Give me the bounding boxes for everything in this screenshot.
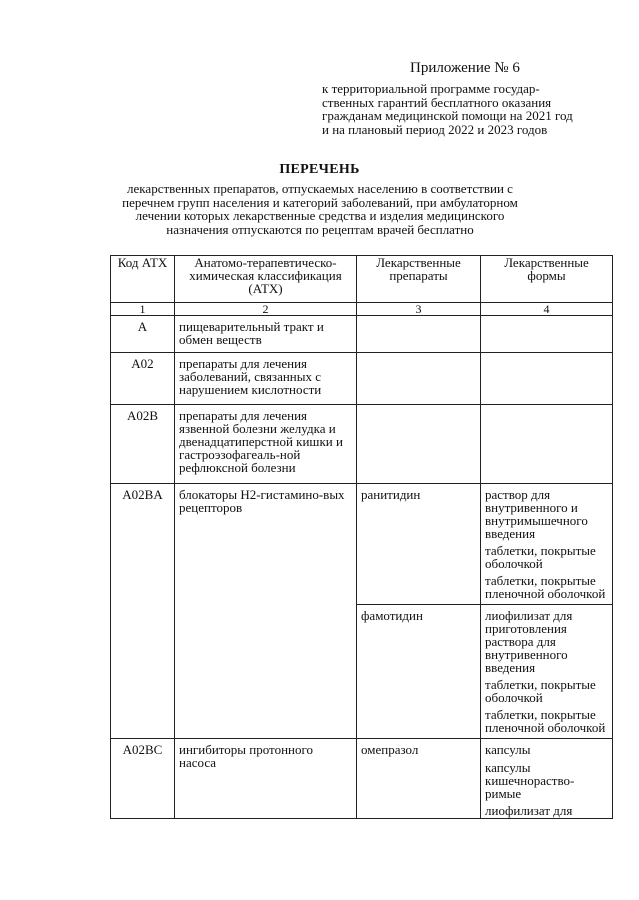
dosage-form: лиофилизат для приготовления раствора для внутривенного введения: [485, 608, 573, 675]
column-number: 3: [357, 303, 481, 316]
document-subtitle-line: лечении которых лекарственные средства и изделия медицинского: [135, 208, 505, 223]
drug-list-table: [110, 255, 613, 819]
dosage-form: капсулы кишечнораство-римые: [485, 760, 575, 801]
dosage-form: таблетки, покрытые оболочкой: [485, 677, 596, 705]
atc-code: A: [111, 316, 175, 353]
document-subtitle-line: перечнем групп населения и категорий заболеваний, при амбулаторном: [122, 194, 518, 210]
column-number: 1: [111, 303, 175, 316]
appendix-subtitle-line: и на плановый период 2022 и 2023 годов: [322, 121, 548, 137]
document-subtitle-line: назначения отпускаются по рецептам врачей бесплатно: [166, 221, 474, 237]
atc-classification: ингибиторы протонного насоса: [175, 739, 357, 819]
atc-classification: пищеварительный тракт и обмен веществ: [175, 316, 357, 353]
drug-name: фамотидин: [357, 605, 481, 739]
header-cell-classification: Анатомо-терапевтическо-химическая классификация (АТХ): [175, 256, 357, 303]
atc-classification: блокаторы Н2-гистамино-вых рецепторов: [175, 484, 357, 739]
dosage-form: таблетки, покрытые оболочкой: [485, 543, 596, 571]
atc-classification: препараты для лечения язвенной болезни желудка и двенадцатиперстной кишки и гастроэзофагеаль-ной рефлюксной болезни: [175, 405, 357, 484]
form-cell: [481, 605, 613, 739]
drug-cell: [357, 316, 481, 353]
column-number: 2: [175, 303, 357, 316]
form-cell: [481, 739, 613, 819]
form-cell: [481, 353, 613, 405]
atc-classification: препараты для лечения заболеваний, связанных с нарушением кислотности: [175, 353, 357, 405]
dosage-form: таблетки, покрытые пленочной оболочкой: [485, 707, 606, 735]
drug-name: ранитидин: [357, 484, 481, 605]
column-number: 4: [481, 303, 613, 316]
dosage-form: лиофилизат для: [485, 803, 573, 818]
atc-code: A02B: [111, 405, 175, 484]
form-cell: [481, 405, 613, 484]
atc-code: A02BA: [111, 484, 175, 739]
table-row: [111, 405, 613, 484]
column-number-row: [111, 303, 613, 316]
appendix-subtitle-line: к территориальной программе государ-: [322, 81, 540, 96]
header-cell-forms: Лекарственные формы: [481, 256, 613, 303]
table-row: [111, 739, 613, 819]
drug-name: омепразол: [357, 739, 481, 819]
form-cell: [481, 316, 613, 353]
form-cell: [481, 484, 613, 605]
drug-cell: [357, 353, 481, 405]
appendix-subtitle-line: ственных гарантий бесплатного оказания: [322, 94, 552, 110]
table-row: [111, 316, 613, 353]
dosage-form: таблетки, покрытые пленочной оболочкой: [485, 573, 606, 601]
dosage-form: раствор для внутривенного и внутримышечного введения: [485, 487, 588, 541]
document-title: ПЕРЕЧЕНЬ: [279, 162, 360, 177]
document-subtitle: [100, 182, 540, 236]
table-row: [111, 484, 613, 605]
header-cell-drugs: Лекарственные препараты: [357, 256, 481, 303]
dosage-form: капсулы: [485, 742, 531, 757]
atc-code: A02BC: [111, 739, 175, 819]
document-subtitle-line: лекарственных препаратов, отпускаемых населению в соответствии с: [127, 181, 513, 196]
table-row: [111, 353, 613, 405]
appendix-title: Приложение № 6: [410, 60, 520, 76]
appendix-subtitle-line: гражданам медицинской помощи на 2021 год: [322, 108, 573, 123]
atc-code: A02: [111, 353, 175, 405]
table-header-row: [111, 256, 613, 303]
drug-cell: [357, 405, 481, 484]
appendix-subtitle: [322, 82, 622, 136]
header-cell-code: Код АТХ: [111, 256, 175, 303]
